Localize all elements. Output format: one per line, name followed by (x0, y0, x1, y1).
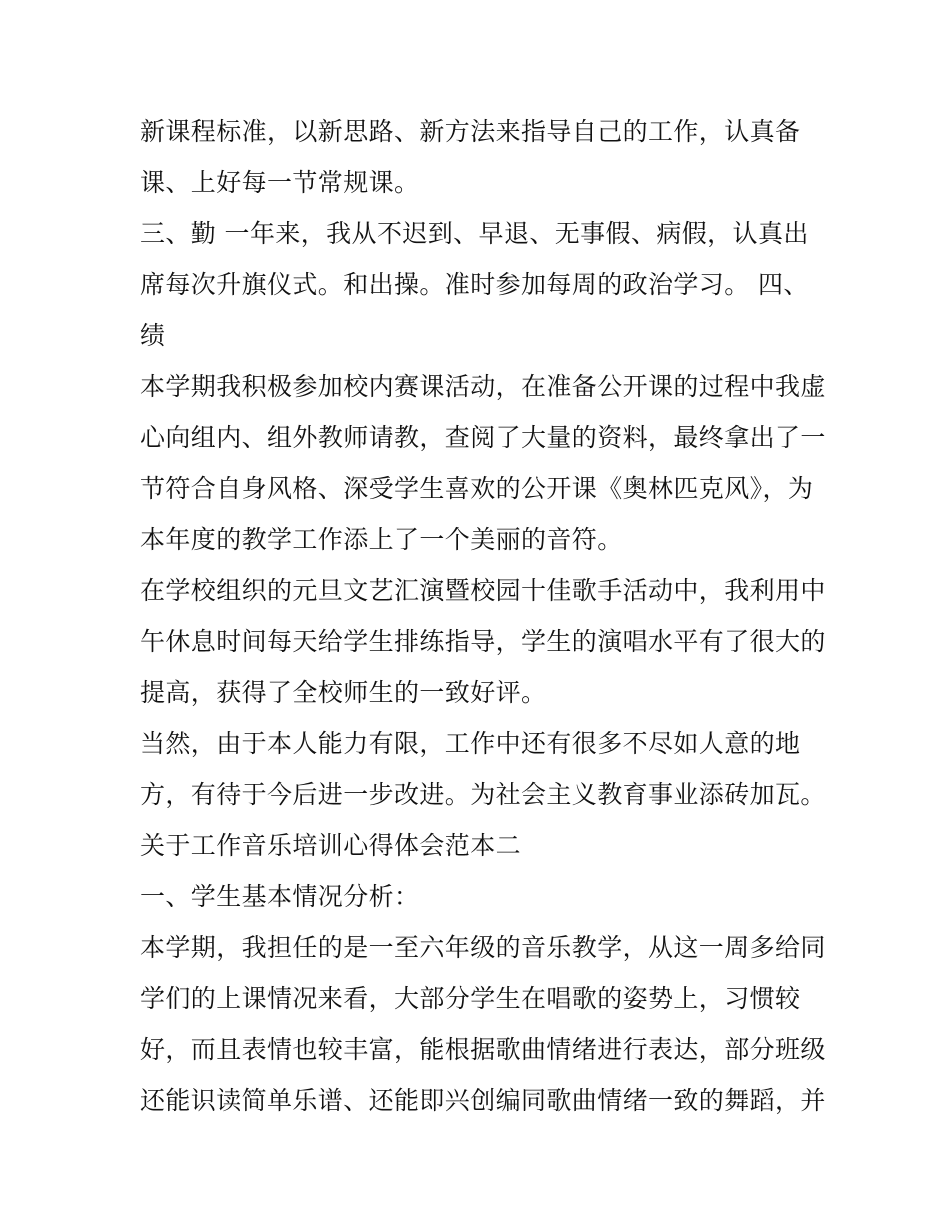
text-line: 三、勤 一年来，我从不迟到、早退、无事假、病假，认真出 (140, 219, 809, 248)
text-line: 心向组内、组外教师请教，查阅了大量的资料，最终拿出了一 (140, 423, 826, 452)
text-line: 方，有待于今后进一步改进。为社会主义教育事业添砖加瓦。 (140, 780, 826, 809)
text-line: 席每次升旗仪式。和出操。准时参加每周的政治学习。 四、 (140, 270, 809, 299)
text-line: 提高，获得了全校师生的一致好评。 (140, 678, 547, 707)
section-heading: 关于工作音乐培训心得体会范本二 (140, 831, 522, 860)
text-line: 学们的上课情况来看，大部分学生在唱歌的姿势上，习惯较 (140, 984, 801, 1013)
text-line: 在学校组织的元旦文艺汇演暨校园十佳歌手活动中，我利用中 (140, 576, 826, 605)
text-line: 午休息时间每天给学生排练指导，学生的演唱水平有了很大的 (140, 627, 826, 656)
text-line: 绩 (140, 321, 166, 350)
text-line: 当然，由于本人能力有限，工作中还有很多不尽如人意的地 (140, 729, 801, 758)
text-line: 新课程标准，以新思路、新方法来指导自己的工作，认真备 (140, 117, 801, 146)
text-line: 节符合自身风格、深受学生喜欢的公开课《奥林匹克风》，为 (140, 474, 814, 503)
document-body (140, 106, 830, 1126)
text-line: 本学期我积极参加校内赛课活动，在准备公开课的过程中我虚 (140, 372, 826, 401)
text-line: 还能识读简单乐谱、还能即兴创编同歌曲情绪一致的舞蹈，并 (140, 1086, 826, 1115)
text-line: 本学期，我担任的是一至六年级的音乐教学，从这一周多给同 (140, 933, 826, 962)
text-line: 好，而且表情也较丰富，能根据歌曲情绪进行表达，部分班级 (140, 1035, 826, 1064)
subsection-heading: 一、学生基本情况分析： (140, 882, 420, 911)
text-line: 课、上好每一节常规课。 (140, 168, 420, 197)
text-line: 本年度的教学工作添上了一个美丽的音符。 (140, 525, 623, 554)
